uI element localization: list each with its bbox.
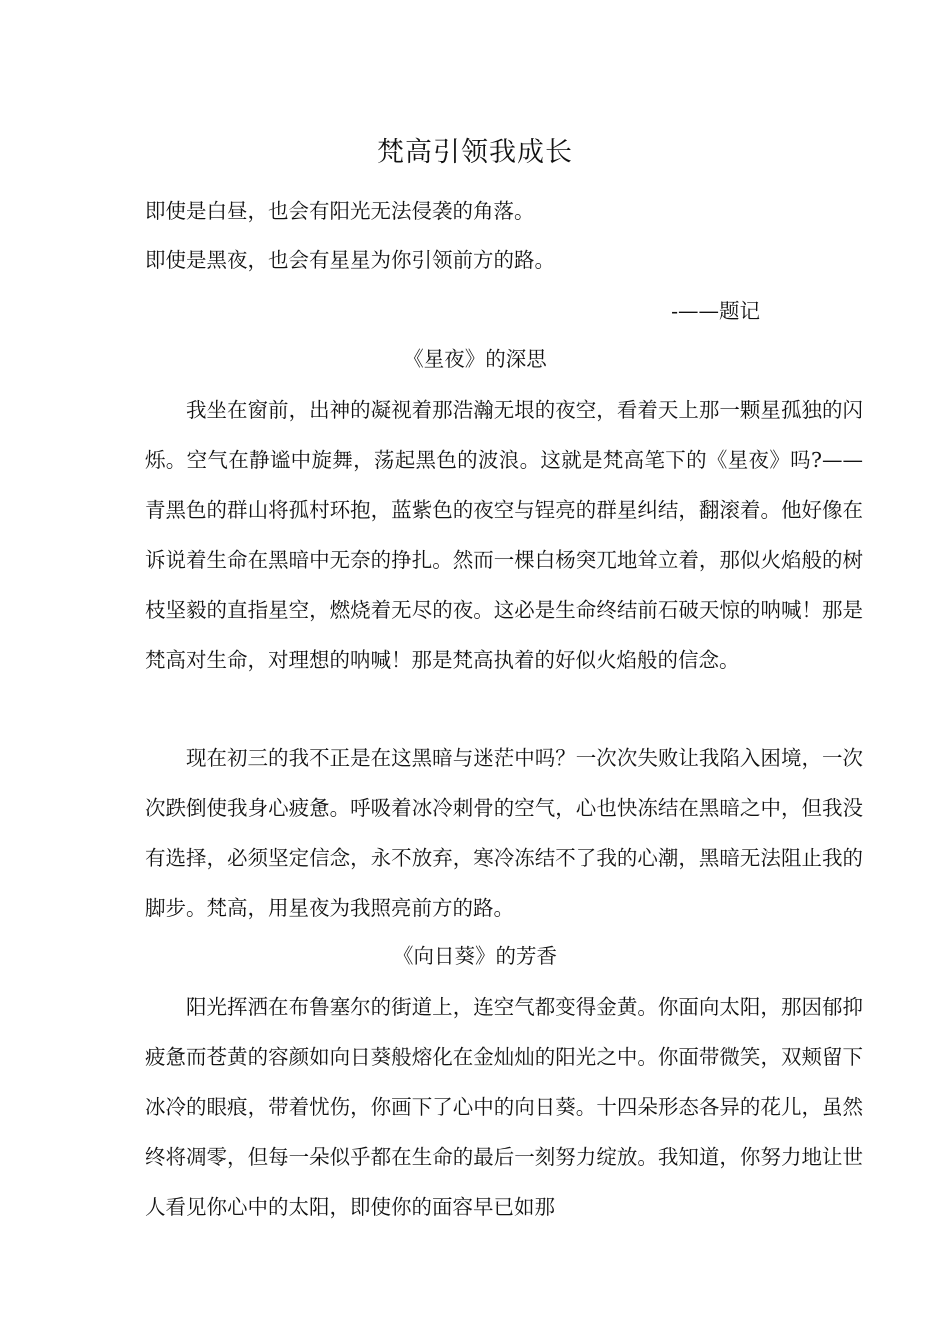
paragraph-starry-night-2: 现在初三的我不正是在这黑暗与迷茫中吗？一次次失败让我陷入困境，一次次跌倒使我身心疲惫。呼吸着冰冷刺骨的空气，心也快冻结在黑暗之中，但我没有选择，必须坚定信念，永不放弃，寒冷冻结不了我的心潮，黑暗无法阻止我的脚步。梵高，用星夜为我照亮前方的路。 — [145, 746, 863, 920]
epigraph-line-1: 即使是白昼，也会有阳光无法侵袭的角落。 — [145, 199, 535, 223]
epigraph-line-2: 即使是黑夜，也会有星星为你引领前方的路。 — [145, 248, 555, 272]
section-heading-sunflowers: 《向日葵》的芳香 — [393, 944, 557, 968]
paragraph-starry-night-1: 我坐在窗前，出神的凝视着那浩瀚无垠的夜空，看着天上那一颗星孤独的闪烁。空气在静谧中旋舞，荡起黑色的波浪。这就是梵高笔下的《星夜》吗?——青黑色的群山将孤村环抱，蓝紫色的夜空与锃亮的群星纠结，翻滚着。他好像在诉说着生命在黑暗中无奈的挣扎。然而一棵白杨突兀地耸立着，那似火焰般的树枝坚毅的直指星空，燃烧着无尽的夜。这必是生命终结前石破天惊的呐喊！那是梵高对生命，对理想的呐喊！那是梵高执着的好似火焰般的信念。 — [145, 398, 863, 672]
epigraph-signature: -——题记 — [671, 299, 760, 323]
section-heading-starry-night: 《星夜》的深思 — [403, 347, 547, 371]
page-title: 梵高引领我成长 — [377, 137, 573, 168]
paragraph-sunflowers-1: 阳光挥洒在布鲁塞尔的街道上，连空气都变得金黄。你面向太阳，那因郁抑疲惫而苍黄的容颜如向日葵般熔化在金灿灿的阳光之中。你面带微笑，双颊留下冰冷的眼痕，带着忧伤，你画下了心中的向日葵。十四朵形态各异的花儿，虽然终将凋零，但每一朵似乎都在生命的最后一刻努力绽放。我知道，你努力地让世人看见你心中的太阳，即使你的面容早已如那 — [145, 995, 863, 1219]
